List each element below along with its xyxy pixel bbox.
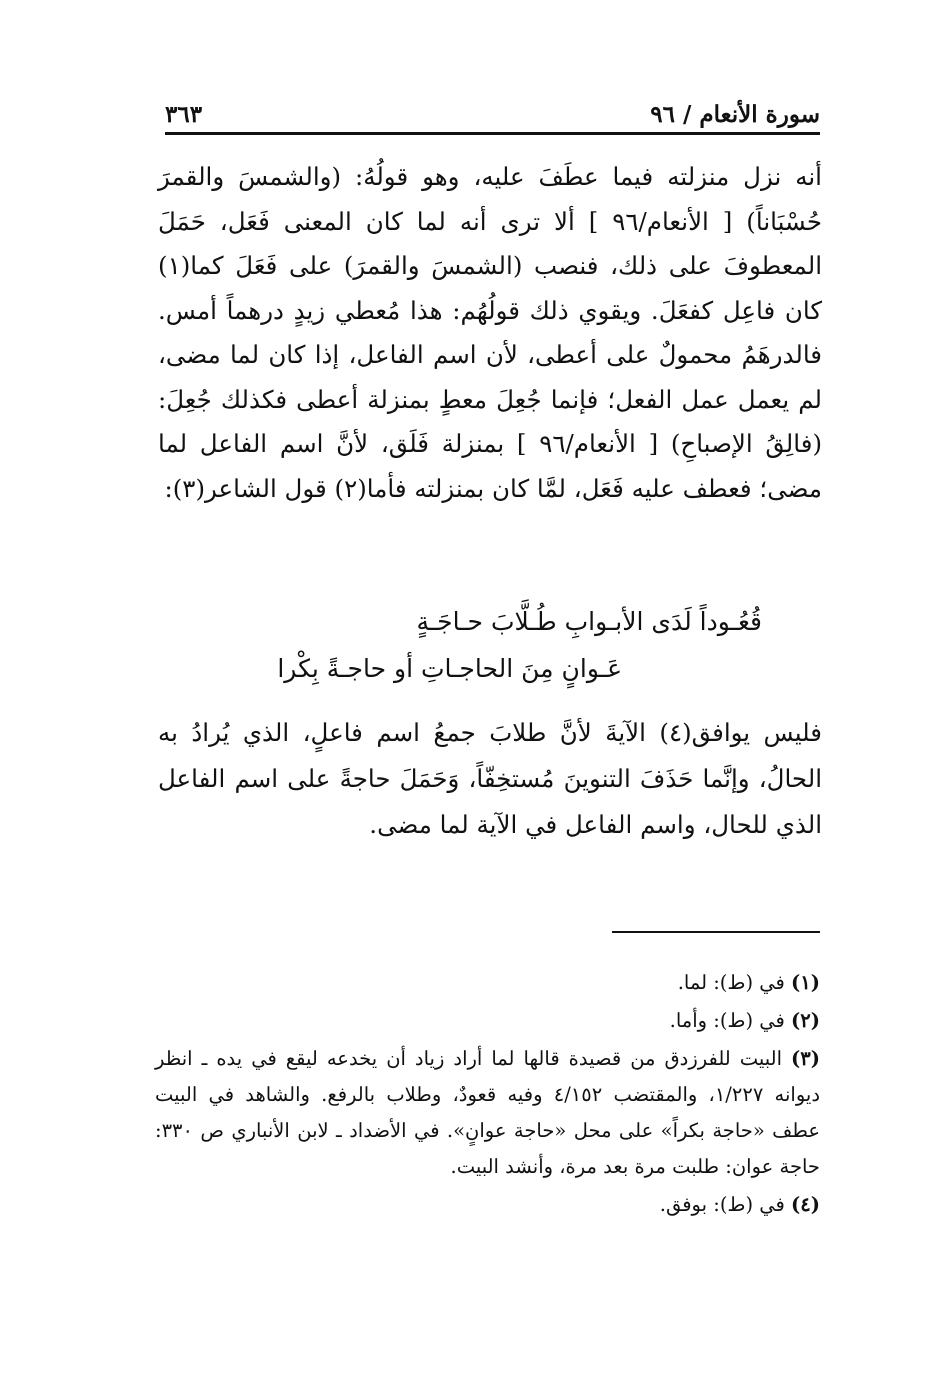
footnote-text: البيت للفرزدق من قصيدة قالها لما أراد زياد أن يخدعه ليقع في يده ـ انظر ديوانه ١/٢٢٧، والمقتضب ٤/١٥٢ وفيه قعودٌ، وطلاب بالرفع. والشاهد في البيت عطف «حاجة بكراً» على محل «حاجة عوانٍ». في الأضداد ـ لابن الأنباري ص ٣٣٠: حاجة عوان: طلبت مرة بعد مرة، وأنشد البيت. — [155, 1047, 820, 1178]
footnote-number: (٤) — [791, 1193, 820, 1216]
page-number: ٣٦٣ — [165, 101, 203, 128]
footnote-number: (٣) — [791, 1047, 820, 1070]
footnote — [155, 965, 820, 1001]
footnote — [155, 1003, 820, 1039]
verse-second-hemistich: عَـوانٍ مِنَ الحاجـاتِ أو حاجـةً بِكْرا — [277, 654, 622, 683]
footnotes — [155, 965, 820, 1225]
footnote — [155, 1187, 820, 1223]
running-title: سورة الأنعام / ٩٦ — [650, 101, 820, 128]
paragraph: أنه نزل منزلته فيما عطَفَ عليه، وهو قولُهُ: (والشمسَ والقمرَ حُسْبَاناً) [ الأنعام/٩٦ ] ألا ترى أنه لما كان المعنى فَعَل، حَمَلَ المعطوفَ على ذلك، فنصب (الشمسَ والقمرَ) على فَعَلَ كما(١) كان فاعِل كفعَلَ. ويقوي ذلك قولُهُم: هذا مُعطي زيدٍ درهماً أمس. فالدرهَمُ محمولٌ على أعطى، لأن اسم الفاعل، إذا كان لما مضى، لم يعمل عمل الفعل؛ فإنما جُعِلَ معطٍ بمنزلة أعطى فكذلك جُعِلَ: (فالِقُ الإصباحِ) [ الأنعام/٩٦ ] بمنزلة فَلَق، لأنَّ اسم الفاعل لما مضى؛ فعطف عليه فَعَل، لمَّا كان بمنزلته فأما(٢) قول الشاعر(٣): — [158, 162, 822, 503]
footnote — [155, 1041, 820, 1185]
page-header — [165, 88, 820, 128]
main-text-continued — [158, 710, 822, 848]
main-text — [158, 155, 822, 511]
paragraph: فليس يوافق(٤) الآيةَ لأنَّ طلابَ جمعُ اسم فاعلٍ، الذي يُرادُ به الحالُ، وإنَّما حَذَفَ التنوينَ مُستخِفّاً، وَحَمَلَ حاجةً على اسم الفاعل الذي للحال، واسم الفاعل في الآية لما مضى. — [158, 718, 822, 839]
footnote-separator — [612, 931, 820, 933]
footnote-number: (١) — [791, 971, 820, 994]
footnote-text: في (ط): وأما. — [669, 1009, 785, 1032]
header-rule — [165, 132, 820, 135]
footnote-text: في (ط): لما. — [677, 971, 785, 994]
footnote-text: في (ط): بوفق. — [659, 1193, 785, 1216]
footnote-number: (٢) — [791, 1009, 820, 1032]
verse-first-hemistich: قُعُـوداً لَدَى الأبـوابِ طُـلَّابَ حـاجَـةٍ — [416, 607, 762, 636]
